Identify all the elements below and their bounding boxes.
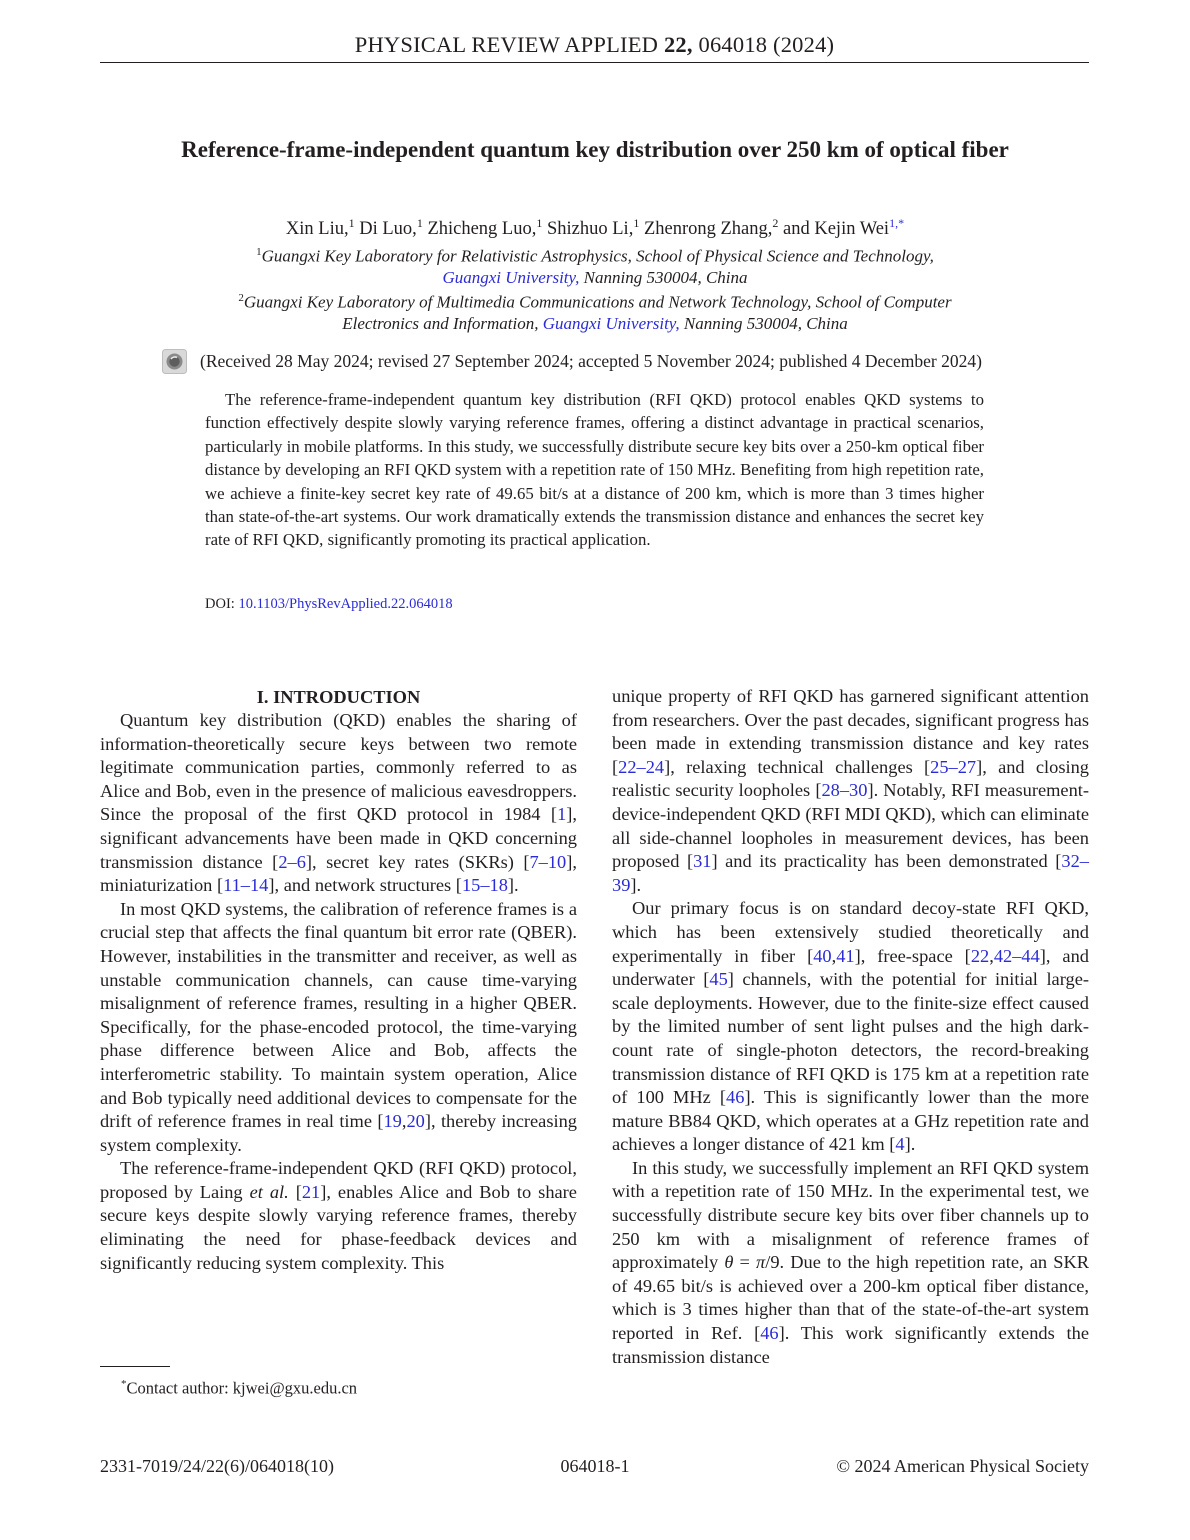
university-link[interactable]: Guangxi University, <box>442 267 580 287</box>
publication-dates: (Received 28 May 2024; revised 27 September 2024; accepted 5 November 2024; published 4 December 2024) <box>200 351 982 371</box>
paragraph: Quantum key distribution (QKD) enables the sharing of information-theoretically secure keys between two remote legitimate communication parties, commonly referred to as Alice and Bob, even in the presence of malicious eavesdroppers. Since the proposal of the first QKD protocol in 1984 [1], significant advancements have been made in QKD concerning transmission distance [2–6], secret key rates (SKRs) [7–10], miniaturization [11–14], and network structures [15–18]. <box>100 710 577 896</box>
article-number: 064018 (2024) <box>698 32 835 57</box>
author: Shizhuo Li,$^1$ <box>546 216 640 240</box>
body-column-right <box>612 685 1089 1369</box>
paragraph: unique property of RFI QKD has garnered significant attention from researchers. Over the past decades, significant progress has been made in extending transmission distance and key rates [22–24], relaxing technical challenges [25–27], and closing realistic security loopholes [28–30]. Notably, RFI measurement-device-independent QKD (RFI MDI QKD), which can eliminate all side-channel loopholes in measurement devices, has been proposed [31] and its practicality has been demonstrated [32–39]. <box>612 686 1090 895</box>
header-rule <box>100 62 1089 63</box>
paper-title: Reference-frame-independent quantum key distribution over 250 km of optical fiber <box>181 137 1009 162</box>
footer-issn: 2331-7019/24/22(6)/064018(10) <box>100 1456 334 1476</box>
footer-copyright: © 2024 American Physical Society <box>836 1456 1089 1476</box>
footnote: *Contact author: kjwei@gxu.edu.cn <box>121 1378 358 1398</box>
journal-volume: 22, <box>663 32 693 57</box>
university-link[interactable]: Guangxi University, <box>542 313 680 333</box>
paragraph: Our primary focus is on standard decoy-state RFI QKD, which has been extensively studied theoretically and experimentally in fiber [40,41], free-space [22,42–44], and underwater [45] channels, with the potential for initial large-scale deployments. However, due to the finite-size effect caused by the limited number of sent light pulses and the high dark-count rate of single-photon detectors, the record-breaking transmission distance of RFI QKD is 175 km at a repetition rate of 100 MHz [46]. This is significantly lower than the more mature BB84 QKD, which operates at a GHz repetition rate and achieves a longer distance of 421 km [4]. <box>612 898 1090 1155</box>
page-number: 064018-1 <box>560 1456 630 1476</box>
body-column-left <box>100 709 577 1275</box>
crossmark-icon[interactable] <box>162 349 187 374</box>
doi: DOI: 10.1103/PhysRevApplied.22.064018 <box>205 596 453 612</box>
author: Di Luo,$^1$ <box>359 216 423 240</box>
paragraph: In most QKD systems, the calibration of reference frames is a crucial step that affects the final quantum bit error rate (QBER). However, instabilities in the transmitter and receiver, as well as unstable communication channels, can cause time-varying misalignment of reference frames, resulting in a higher QBER. Specifically, for the phase-encoded protocol, the time-varying phase difference between Alice and Bob, affects the interferometric stability. To maintain system operation, Alice and Bob typically need additional devices to compensate for the drift of reference frames in real time [19,20], thereby increasing system complexity. <box>100 898 578 1155</box>
affiliation-2: $^2$Guangxi Key Laboratory of Multimedia Communications and Network Technology, School of Computer Electronics and Information, Guangxi University, Nanning 530004, China <box>238 292 952 333</box>
journal-name: PHYSICAL REVIEW APPLIED <box>354 32 659 57</box>
abstract: The reference-frame-independent quantum key distribution (RFI QKD) protocol enables QKD systems to function effectively despite slowly varying reference frames, offering a distinct advantage in practical scenarios, particularly in mobile platforms. In this study, we successfully distribute secure key bits over a 250-km optical fiber distance by developing an RFI QKD system with a repetition rate of 150 MHz. Benefiting from high repetition rate, we achieve a finite-key secret key rate of 49.65 bit/s at a distance of 200 km, which is more than 3 times higher than state-of-the-art systems. Our work dramatically extends the transmission distance and enhances the secret key rate of RFI QKD, significantly promoting its practical application. <box>205 390 984 550</box>
author: Xin Liu,$^1$ <box>285 216 355 240</box>
author-list <box>150 211 1040 241</box>
paragraph: The reference-frame-independent QKD (RFI QKD) protocol, proposed by Laing et al. [21], enables Alice and Bob to share secure keys despite slowly varying reference frames, thereby eliminating the need for phase-feedback devices and significantly reducing system complexity. This <box>100 1158 577 1273</box>
running-head <box>100 31 1089 59</box>
affiliation-1: $^1$Guangxi Key Laboratory for Relativistic Astrophysics, School of Physical Science and Technology, Guangxi University, Nanning 530004, China <box>256 246 934 287</box>
author: Zhicheng Luo,$^1$ <box>427 216 543 240</box>
doi-link[interactable]: 10.1103/PhysRevApplied.22.064018 <box>238 596 453 612</box>
section-heading: I. INTRODUCTION <box>256 687 421 707</box>
footnote-rule <box>100 1366 170 1367</box>
author: and Kejin Wei$^{1,*}$ <box>783 216 905 240</box>
author: Zhenrong Zhang,$^2$ <box>643 216 779 240</box>
paragraph: In this study, we successfully implement an RFI QKD system with a repetition rate of 150 MHz. In the experimental test, we successfully distribute secure key bits over fiber channels up to 250 km with a misalignment of reference frames of approximately θ = π/9. Due to the high repetition rate, an SKR of 49.65 bit/s is achieved over a 200-km optical fiber distance, which is 3 times higher than that of the state-of-the-art system reported in Ref. [46]. This work significantly extends the transmission distance <box>612 1157 1089 1367</box>
contact-author-link[interactable]: 1,* <box>889 216 905 230</box>
